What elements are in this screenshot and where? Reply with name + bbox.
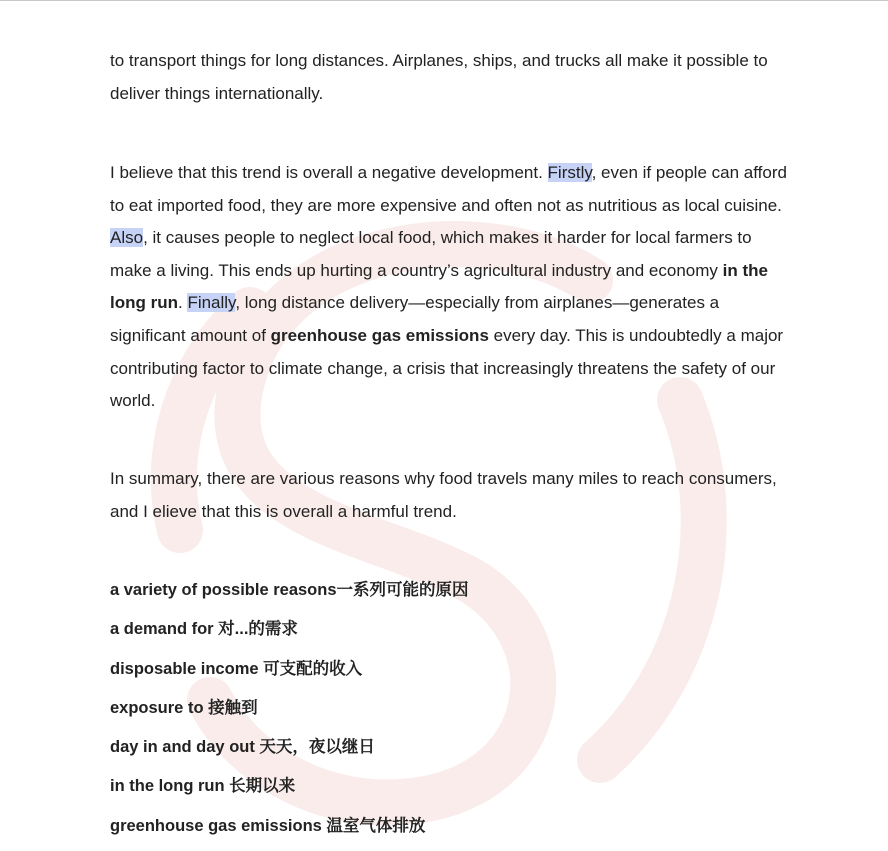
vocabulary-item: a variety of possible reasons一系列可能的原因 bbox=[110, 581, 469, 599]
vocabulary-item: greenhouse gas emissions 温室气体排放 bbox=[110, 816, 426, 835]
bold-phrase-emissions: greenhouse gas emissions bbox=[270, 325, 489, 345]
text-run: , it causes people to neglect local food, which makes it harder for local farmers to make a living. This ends up hurting a country’s agricultural industry and economy bbox=[110, 228, 752, 280]
paragraph-summary: In summary, there are various reasons why food travels many miles to reach consumers, and I elieve that this is overall a harmful trend. bbox=[110, 469, 777, 521]
text-run: every day. This is undoubtedly a major contributing factor to climate change, a crisis that increasingly threatens the safety of our world. bbox=[110, 325, 784, 411]
highlight-finally: Finally bbox=[187, 293, 236, 313]
bold-phrase-long-run: in the long run bbox=[110, 260, 768, 313]
vocabulary-item: disposable income 可支配的收入 bbox=[110, 659, 363, 678]
text-run: , even if people can afford to eat imported food, they are more expensive and often not as nutritious as local cuisine. bbox=[110, 163, 787, 215]
text-run: , long distance delivery—especially from airplanes—generates a significant amount of bbox=[110, 293, 720, 345]
vocabulary-item: day in and day out 天天，夜以继日 bbox=[110, 738, 375, 757]
vocabulary-item: a demand for 对...的需求 bbox=[110, 620, 298, 639]
vocabulary-list bbox=[110, 576, 469, 851]
text-run: . bbox=[177, 293, 188, 313]
text-run: I believe that this trend is overall a negative development. bbox=[110, 163, 548, 182]
highlight-firstly: Firstly bbox=[547, 163, 592, 182]
paragraph-argument bbox=[110, 157, 790, 418]
paragraph-transport: to transport things for long distances. Airplanes, ships, and trucks all make it possible to deliver things internationally. bbox=[110, 51, 768, 103]
highlight-also: Also bbox=[110, 228, 144, 248]
vocabulary-item: in the long run 长期以来 bbox=[110, 777, 296, 796]
top-divider bbox=[0, 0, 888, 1]
vocabulary-item: exposure to 接触到 bbox=[110, 698, 258, 717]
